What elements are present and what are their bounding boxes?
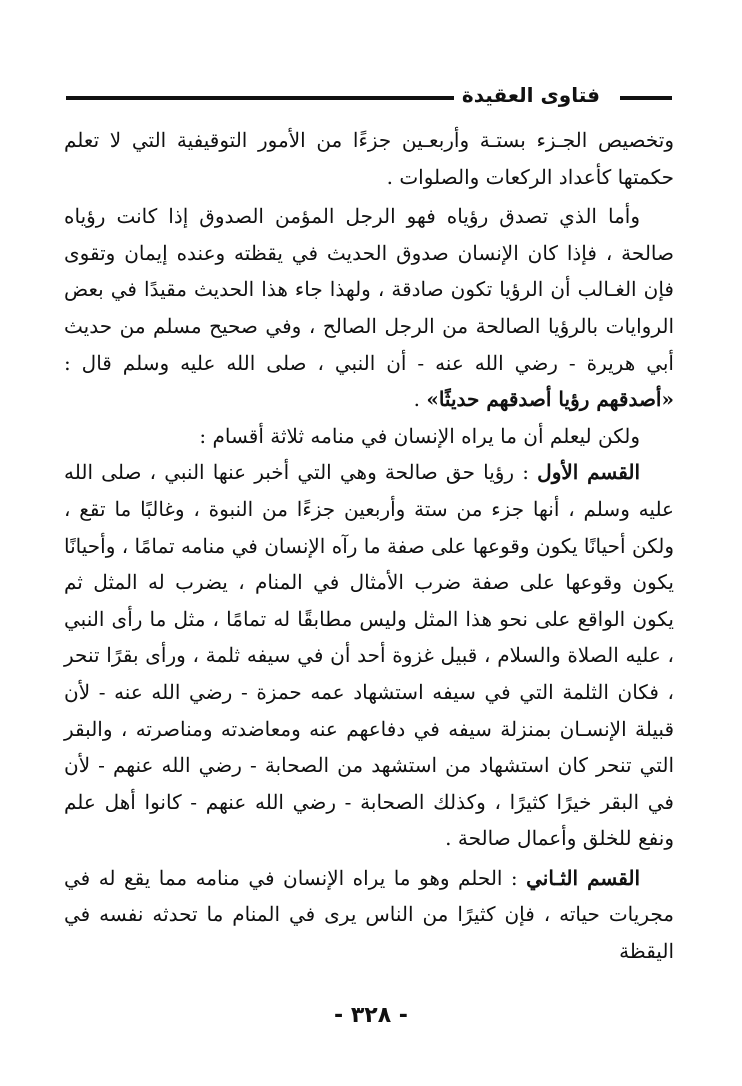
paragraph-5	[64, 860, 674, 970]
body-text	[64, 122, 674, 962]
header-rule	[66, 96, 454, 100]
paragraph-4-text: : رؤيا حق صالحة وهي التي أخبر عنها النبي ، صلى الله عليه وسلم ، أنها جزء من ستة وأربعين جزءًا من النبوة ، وغالبًا ما تقع ، ولكن أحيانًا يكون وقوعها على صفة ما رآه الإنسان في منامه تمامًا ، وأحيانًا يكون وقوعها على صفة ضرب الأمثال في المنام ، يضرب له المثل ثم يكون الواقع على نحو هذا المثل وليس مطابقًا له تمامًا ، مثل ما رأى النبي ، عليه الصلاة والسلام ، قبيل غزوة أحد أن في سيفه ثلمة ، ورأى بقرًا تنحر ، فكان الثلمة التي في سيفه استشهاد عمه حمزة - رضي الله عنه - لأن قبيلة الإنسـان بمنزلة سيفه في دفاعهم عنه ومعاضدته ومناصرته ، والبقر التي تنحر كان استشهاد من استشهد من الصحابة - رضي الله عنهم - لأن في البقر خيرًا كثيرًا ، وكذلك الصحابة - رضي الله عنهم - كانوا أهل علم ونفع للخلق وأعمال صالحة .	[64, 460, 674, 851]
running-header	[66, 82, 672, 112]
paragraph-2-text: وأما الذي تصدق رؤياه فهو الرجل المؤمن الصدوق إذا كانت رؤياه صالحة ، فإذا كان الإنسان صدوق الحديث في يقظته وعنده إيمان وتقوى فإن الغـالب أن الرؤيا تكون صادقة ، ولهذا جاء هذا الحديث مقيدًا في بعض الروايات بالرؤيا الصالحة من الرجل الصالح ، وفي صحيح مسلم من حديث أبي هريرة - رضي الله عنه - أن النبي ، صلى الله عليه وسلم قال :	[64, 204, 674, 375]
header-dash	[620, 96, 672, 100]
section-two-heading: القسم الثـاني	[526, 865, 641, 890]
section-one-heading: القسم الأول	[537, 460, 640, 485]
hadith-quote: «أصدقهم رؤيا أصدقهم حديثًا»	[426, 387, 674, 412]
book-title: فتاوى العقيدة	[461, 83, 600, 107]
paragraph-4	[64, 454, 674, 857]
page-number: - ٣٢٨ -	[334, 1003, 408, 1028]
paragraph-2-end: .	[413, 387, 427, 412]
paragraph-5-text: : الحلم وهو ما يراه الإنسان في منامه مما يقع له في مجريات حياته ، فإن كثيرًا من الناس يرى في المنام ما تحدثه نفسه في اليقظة	[64, 865, 674, 964]
paragraph-2	[64, 198, 674, 418]
paragraph-3: ولكن ليعلم أن ما يراه الإنسان في منامه ثلاثة أقسام :	[199, 423, 640, 448]
paragraph-1: وتخصيص الجـزء بستـة وأربعـين جزءًا من الأمور التوقيفية التي لا تعلم حكمتها كأعداد الركعات والصلوات .	[64, 128, 674, 189]
